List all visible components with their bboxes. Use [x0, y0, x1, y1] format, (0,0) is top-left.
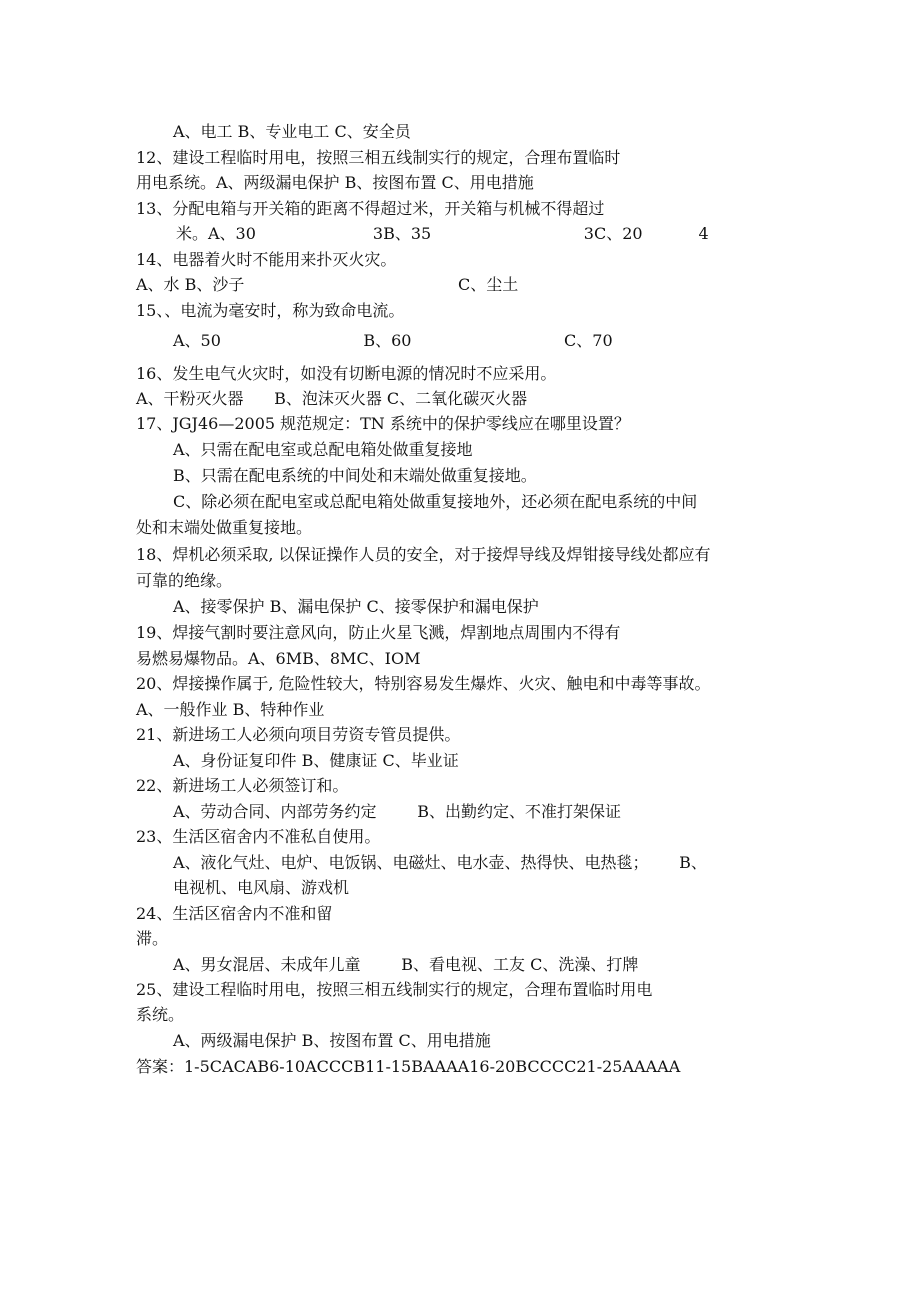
q24-question: 24、生活区宿舍内不准和留: [136, 904, 333, 923]
q15-options: A、50 B、60 C、70: [173, 331, 613, 350]
q16-question: 16、发生电气火灾时，如没有切断电源的情况时不应采用。: [136, 364, 557, 383]
q24-question-cont: 滞。: [136, 929, 169, 948]
q23-options: A、液化气灶、电炉、电饭锅、电磁灶、电水壶、热得快、电热毯； B、: [173, 853, 707, 872]
q25-question-cont: 系统。: [136, 1005, 185, 1024]
q15-question: 15、、电流为毫安时，称为致命电流。: [136, 301, 405, 320]
q16-options: A、干粉灭火器 B、泡沫灭火器 C、二氧化碳灭火器: [136, 389, 528, 408]
q22-options: A、劳动合同、内部劳务约定 B、出勤约定、不准打架保证: [173, 802, 622, 821]
q21-options: A、身份证复印件 B、健康证 C、毕业证: [173, 751, 459, 770]
q12-options: 用电系统。A、两级漏电保护 B、按图布置 C、用电措施: [136, 173, 534, 192]
q13-options: 米。A、30 3B、35 3C、20 4: [176, 224, 709, 243]
q19-options: 易燃易爆物品。A、6MB、8MC、IOM: [136, 649, 421, 668]
q21-question: 21、新进场工人必须向项目劳资专管员提供。: [136, 725, 461, 744]
q17-question: 17、JGJ46—2005 规范规定：TN 系统中的保护零线应在哪里设置？: [136, 414, 630, 433]
q17-option-c: C、除必须在配电室或总配电箱处做重复接地外，还必须在配电系统的中间: [173, 492, 698, 511]
q22-question: 22、新进场工人必须签订和。: [136, 776, 349, 795]
q20-question: 20、焊接操作属于, 危险性较大，特别容易发生爆炸、火灾、触电和中毒等事故。: [136, 674, 711, 693]
q19-question: 19、焊接气割时要注意风向，防止火星飞溅，焊割地点周围内不得有: [136, 623, 621, 642]
q17-option-a: A、只需在配电室或总配电箱处做重复接地: [173, 440, 473, 459]
q25-options: A、两级漏电保护 B、按图布置 C、用电措施: [173, 1031, 491, 1050]
q17-option-b: B、只需在配电系统的中间处和末端处做重复接地。: [173, 466, 537, 485]
q18-question: 18、焊机必须采取, 以保证操作人员的安全，对于接焊导线及焊钳接导线处都应有: [136, 545, 711, 564]
q24-options: A、男女混居、未成年儿童 B、看电视、工友 C、洗澡、打牌: [173, 955, 639, 974]
q17-option-c-cont: 处和末端处做重复接地。: [136, 518, 313, 537]
q14-options: A、水 B、沙子 C、尘土: [136, 275, 519, 294]
q18-question-cont: 可靠的绝缘。: [136, 571, 233, 590]
answer-key: 答案：1-5CACAB6-10ACCCB11-15BAAAA16-20BCCCC21-25AAAAA: [136, 1057, 681, 1076]
q23-options-cont: 电视机、电风扇、游戏机: [173, 878, 350, 897]
q14-question: 14、电器着火时不能用来扑灭火灾。: [136, 250, 397, 269]
q25-question: 25、建设工程临时用电，按照三相五线制实行的规定，合理布置临时用电: [136, 980, 653, 999]
q18-options: A、接零保护 B、漏电保护 C、接零保护和漏电保护: [173, 597, 539, 616]
q11-options: A、电工 B、专业电工 C、安全员: [173, 122, 411, 141]
q12-question: 12、建设工程临时用电，按照三相五线制实行的规定，合理布置临时: [136, 148, 621, 167]
q20-options: A、一般作业 B、特种作业: [136, 700, 325, 719]
q23-question: 23、生活区宿舍内不准私自使用。: [136, 827, 381, 846]
q13-question: 13、分配电箱与开关箱的距离不得超过米，开关箱与机械不得超过: [136, 199, 605, 218]
